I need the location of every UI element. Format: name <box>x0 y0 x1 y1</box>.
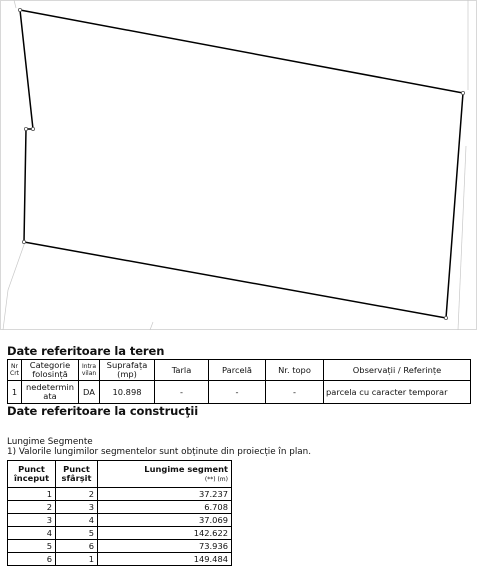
cell-tarla: - <box>155 381 209 404</box>
table-row <box>8 501 232 514</box>
table-row <box>8 488 232 501</box>
col-punct-sfarsit: Punct sfârșit <box>56 461 98 488</box>
boundary-point <box>18 8 21 11</box>
col-nr-crt: Nr Crt <box>8 360 22 381</box>
cell-punct-inceput: 1 <box>8 488 56 501</box>
col-observatii: Observații / Referințe <box>324 360 471 381</box>
cell-punct-inceput: 3 <box>8 514 56 527</box>
col-lungime-segment <box>98 461 232 488</box>
segmente-table <box>7 460 232 566</box>
col-tarla: Tarla <box>155 360 209 381</box>
cell-punct-inceput: 5 <box>8 540 56 553</box>
cell-punct-inceput: 2 <box>8 501 56 514</box>
col-parcela: Parcelă <box>209 360 266 381</box>
cell-punct-inceput: 6 <box>8 553 56 566</box>
cell-suprafata: 10.898 <box>100 381 155 404</box>
cell-nr-topo: - <box>266 381 324 404</box>
segmente-title: Lungime Segmente <box>7 437 93 447</box>
cell-nr: 1 <box>8 381 22 404</box>
cell-lungime: 149.484 <box>98 553 232 566</box>
cell-intravilan: DA <box>79 381 100 404</box>
lungime-unit: (**) (m) <box>204 475 228 483</box>
table-row <box>8 540 232 553</box>
cell-lungime: 142.622 <box>98 527 232 540</box>
col-categorie: Categorie folosință <box>22 360 79 381</box>
boundary-point <box>24 127 27 130</box>
table-row <box>8 553 232 566</box>
cell-punct-sfarsit: 6 <box>56 540 98 553</box>
boundary-point <box>31 127 34 130</box>
cell-parcela: - <box>209 381 266 404</box>
cell-lungime: 6.708 <box>98 501 232 514</box>
cell-punct-sfarsit: 1 <box>56 553 98 566</box>
cell-lungime: 37.069 <box>98 514 232 527</box>
teren-section-title: Date referitoare la teren <box>7 344 165 358</box>
boundary-point <box>444 316 447 319</box>
cell-punct-sfarsit: 4 <box>56 514 98 527</box>
boundary-point <box>461 91 464 94</box>
cell-punct-sfarsit: 5 <box>56 527 98 540</box>
cell-observatii: parcela cu caracter temporar <box>324 381 471 404</box>
col-punct-inceput: Punct început <box>8 461 56 488</box>
constructii-section-title: Date referitoare la construcţii <box>7 404 199 418</box>
cell-punct-sfarsit: 3 <box>56 501 98 514</box>
table-row <box>8 514 232 527</box>
cell-lungime: 73.936 <box>98 540 232 553</box>
cell-punct-inceput: 4 <box>8 527 56 540</box>
cell-lungime: 37.237 <box>98 488 232 501</box>
segmente-note: 1) Valorile lungimilor segmentelor sunt obținute din proiecție în plan. <box>7 447 312 457</box>
cell-categorie: nedeterminata <box>22 381 79 404</box>
segmente-header-row <box>8 461 232 488</box>
teren-header-row <box>8 360 471 381</box>
table-row <box>8 527 232 540</box>
lungime-label: Lungime segment <box>144 463 228 474</box>
col-intravilan: Intra vilan <box>79 360 100 381</box>
col-suprafata: Suprafața (mp) <box>100 360 155 381</box>
teren-table <box>7 359 471 404</box>
boundary-point <box>22 240 25 243</box>
table-row <box>8 381 471 404</box>
cell-punct-sfarsit: 2 <box>56 488 98 501</box>
parcel-boundary <box>20 10 463 318</box>
col-nr-topo: Nr. topo <box>266 360 324 381</box>
